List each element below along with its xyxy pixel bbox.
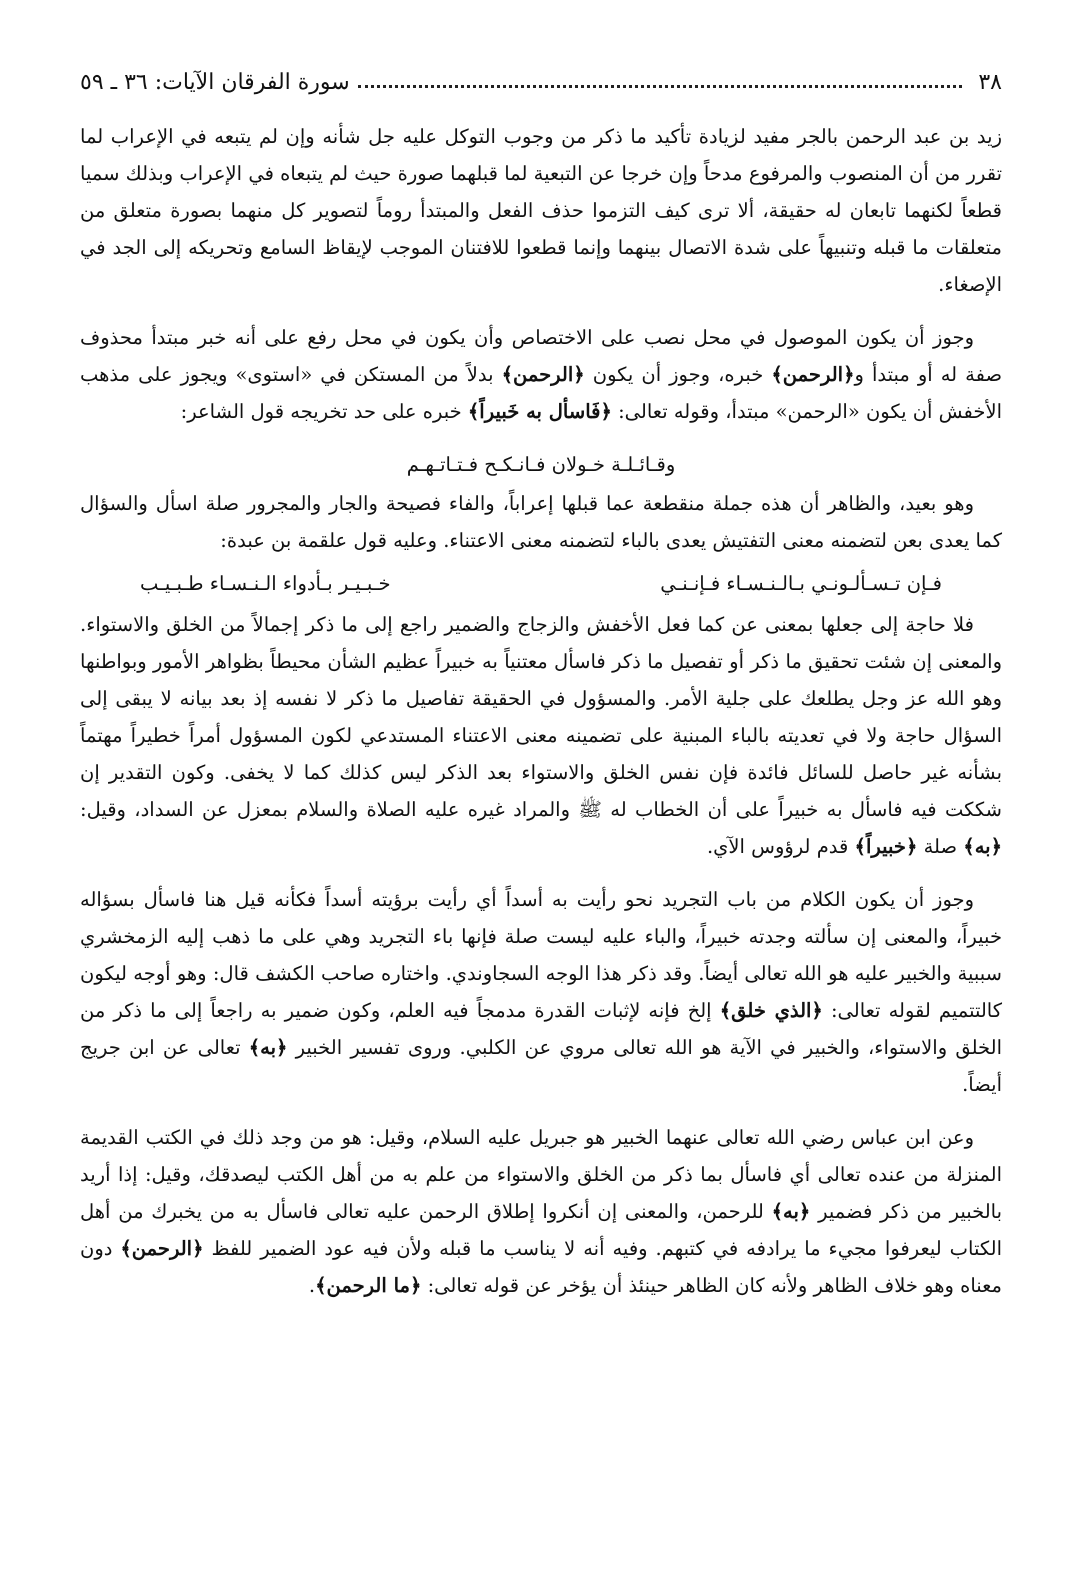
header-dot-leader [358, 85, 963, 88]
quran-quote: ﴿خبيراً﴾ [854, 835, 918, 858]
paragraph: وهو بعيد، والظاهر أن هذه جملة منقطعة عما قبلها إعراباً، والفاء فصيحة والجار والمجرور صلة اسأل والسؤال كما يعدى بعن لتضمنه معنى التفتيش يعدى بالباء لتضمنه معنى الاعتناء. وعليه قول علقمة بن عبدة: [80, 492, 1002, 552]
running-title: سورة الفرقان الآيات: ٣٦ ـ ٥٩ [80, 69, 350, 95]
paragraph: زيد بن عبد الرحمن بالجر مفيد لزيادة تأكيد ما ذكر من وجوب التوكل عليه جل شأنه وإن لم يتبعه في الإعراب لما تقرر من أن المنصوب والمرفوع مدحاً وإن خرجا عن التبعية لما قبلهما صورة حيث لم يتبعاه في الإعراب وبذلك سميا قطعاً لكنهما تابعان له حقيقة، ألا ترى كيف التزموا حذف الفعل والمبتدأ روماً لتصوير كل منهما بصورة متعلق من متعلقات ما قبله وتنبيهاً على شدة الاتصال بينهما وإنما قطعوا للافتنان الموجب لإيقاظ السامع وتحريكه إلى الجد في الإصغاء. [80, 125, 1002, 296]
quran-quote: ﴿الرحمن﴾ [120, 1237, 204, 1260]
quran-quote: ﴿به﴾ [963, 835, 1002, 858]
quran-quote: ﴿ما الرحمن﴾ [315, 1274, 422, 1297]
quran-quote: ﴿الرحمن﴾ [501, 363, 585, 386]
running-header [80, 62, 1002, 102]
quran-quote: ﴿به﴾ [771, 1200, 811, 1223]
quran-quote: ﴿فَاسأل به خَبيراً﴾ [467, 400, 612, 423]
verse-first-hemistich: فـإن تـسـألـونـي بـالـنـسـاء فـإنـنـي [660, 572, 942, 595]
quran-quote: ﴿به﴾ [248, 1036, 288, 1059]
poetry-verse-couplet [80, 565, 1002, 602]
verse-second-hemistich: خـبـيـر بـأدواء الـنـسـاء طـبـيـب [140, 572, 391, 595]
quran-quote: ﴿الذي خلق﴾ [719, 999, 823, 1022]
page-body [80, 118, 1002, 1320]
paragraph: وجوز أن يكون الكلام من باب التجريد نحو رأيت به أسداً أي رأيت برؤيته أسداً فكأنه قيل هنا فاسأل بسؤاله خبيراً، والمعنى إن سألته وجدته خبيراً، والباء عليه ليست صلة فإنها باء التجريد وهي على ما ذهب إليه الزمخشري سببية والخبير عليه هو الله تعالى أيضاً. وقد ذكر هذا الوجه السجاوندي. واختاره صاحب الكشف قال: وهو أوجه ليكون كالتتميم لقوله تعالى: ﴿الذي خلق﴾ إلخ فإنه لإثبات القدرة مدمجاً فيه العلم، وكون ضمير به راجعاً إلى ما ذكر من الخلق والاستواء، والخبير في الآية هو الله تعالى مروي عن الكلبي. وروى تفسير الخبير ﴿به﴾ تعالى عن ابن جريج أيضاً. [80, 888, 1002, 1096]
paragraph: وجوز أن يكون الموصول في محل نصب على الاختصاص وأن يكون في محل رفع على أنه خبر مبتدأ محذوف صفة له أو مبتدأ و﴿الرحمن﴾ خبره، وجوز أن يكون ﴿الرحمن﴾ بدلاً من المستكن في «استوى» ويجوز على مذهب الأخفش أن يكون «الرحمن» مبتدأ، وقوله تعالى: ﴿فَاسأل به خَبيراً﴾ خبره على حد تخريجه قول الشاعر: [80, 326, 1002, 423]
paragraph: فلا حاجة إلى جعلها بمعنى عن كما فعل الأخفش والزجاج والضمير راجع إلى ما ذكر إجمالاً من الخلق والاستواء. والمعنى إن شئت تحقيق ما ذكر أو تفصيل ما ذكر فاسأل معتنياً به خبيراً عظيم الشأن محيطاً بظواهر الأمور وبواطنها وهو الله عز وجل يطلعك على جلية الأمر. والمسؤول في الحقيقة تفاصيل ما ذكر لا نفسه إذ بعد بيانه لا يبقى إلى السؤال حاجة ولا في تعديته بالباء المبنية على تضمينه معنى الاعتناء المستدعي لكون المسؤول أمراً خطيراً مهتماً بشأنه غير حاصل للسائل فائدة فإن نفس الخلق والاستواء بعد الذكر ليس كذلك كما لا يخفى. وكون التقدير إن شككت فيه فاسأل به خبيراً على أن الخطاب له ﷺ والمراد غيره عليه الصلاة والسلام بمعزل عن السداد، وقيل: ﴿به﴾ صلة ﴿خبيراً﴾ قدم لرؤوس الآي. [80, 613, 1002, 858]
quran-quote: ﴿الرحمن﴾ [771, 363, 855, 386]
poetry-verse: وقـائـلـة خـولان فـانـكـح فـتـاتـهـم [406, 453, 676, 476]
page-number: ٣٨ [978, 69, 1002, 95]
paragraph: وعن ابن عباس رضي الله تعالى عنهما الخبير هو جبريل عليه السلام، وقيل: هو من وجد ذلك في الكتب القديمة المنزلة من عنده تعالى أي فاسأل بما ذكر من الخلق والاستواء من علم به من أهل الكتب ليصدقك، وقيل: إذا أريد بالخبير من ذكر فضمير ﴿به﴾ للرحمن، والمعنى إن أنكروا إطلاق الرحمن عليه تعالى فاسأل به من يخبرك من أهل الكتاب ليعرفوا مجيء ما يرادفه في كتبهم. وفيه أنه لا يناسب ما قبله ولأن فيه عود الضمير للفظ ﴿الرحمن﴾ دون معناه وهو خلاف الظاهر ولأنه كان الظاهر حينئذ أن يؤخر عن قوله تعالى: ﴿ما الرحمن﴾. [80, 1126, 1003, 1297]
